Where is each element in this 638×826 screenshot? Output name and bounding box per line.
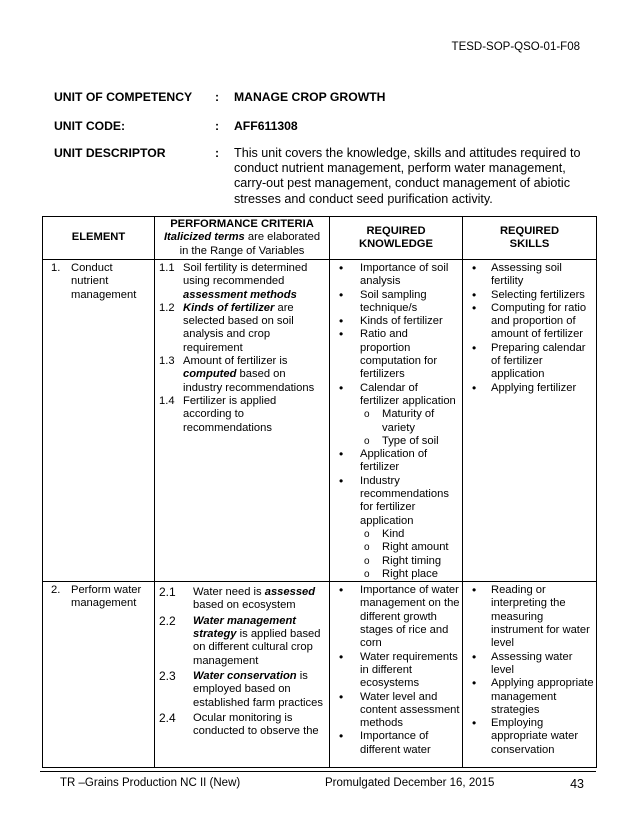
knowledge-header [330,217,463,260]
page-number: 43 [570,777,584,791]
knowledge-item: • Soil sampling technique/s [330,289,460,316]
pc-header-note-2: in the Range of Variables [179,244,305,257]
knowledge-subitem: o Right place [330,568,460,581]
criteria-number: 1.2 [159,301,175,314]
element-header-text: ELEMENT [71,231,126,244]
criteria-term: assessment methods [183,288,297,301]
criteria-term: Water management strategy [193,614,296,641]
knowledge-subitem: o Right timing [330,555,460,568]
knowledge-header-2: KNOWLEDGE [359,238,433,250]
unit-code-value: AFF611308 [234,119,298,133]
knowledge-item: • Water requirements in different ecosystems [330,651,460,691]
skill-item: • Preparing calendar of fertilizer application [463,342,594,382]
criteria-item [159,262,325,302]
skills-header [463,217,597,260]
descriptor-line: conduct nutrient management, perform water management, [234,161,566,176]
criteria-item [159,355,325,395]
criteria-text: Ocular monitoring is conducted to observe the [193,711,319,738]
knowledge-subitem: o Kind [330,528,460,541]
descriptor-line: carry-out pest management, conduct management of abiotic [234,176,571,191]
criteria-term: Kinds of fertilizer [183,301,275,314]
criteria-text: is applied based on different cultural crop management [193,628,321,667]
knowledge-item: • Kinds of fertilizer [330,315,460,328]
colon: : [215,90,220,104]
knowledge-header-1: REQUIRED [366,224,426,237]
knowledge-subitem: o Right amount [330,541,460,554]
skills-header-2: SKILLS [509,238,550,250]
knowledge-item: • Importance of water management on the different growth stages of rice and corn [330,584,460,650]
element-name-line: Conduct [71,262,113,274]
criteria-text: Soil fertility is determined using recommended [183,262,308,288]
criteria-number: 2.1 [159,585,176,600]
criteria-item [159,712,325,739]
footer-center: Promulgated December 16, 2015 [325,777,495,789]
unit-descriptor-text [234,146,594,207]
criteria-term: assessed [264,586,316,599]
knowledge-item: • Calendar of fertilizer application [330,382,460,409]
knowledge-item: • Importance of different water [330,730,460,757]
table-row [43,260,597,582]
colon: : [215,119,220,133]
criteria-number: 2.4 [159,710,176,725]
criteria-text: Fertilizer is applied according to recommendations [183,394,277,434]
element-number: 2. [51,584,61,597]
criteria-text: is employed based on established farm practices [193,669,323,709]
criteria-text: are selected based on soil analysis and crop requirement [183,301,294,354]
knowledge-subitem: o Maturity of variety [330,408,460,435]
pc-header-title: PERFORMANCE CRITERIA [170,218,314,231]
knowledge-cell [330,582,463,768]
performance-criteria-cell [155,582,330,768]
skill-item: • Reading or interpreting the measuring instrument for water level [463,584,594,650]
element-name-line: management [71,288,137,301]
document-code: TESD-SOP-QSO-01-F08 [451,41,580,53]
footer-left: TR –Grains Production NC II (New) [60,777,241,789]
descriptor-line: This unit covers the knowledge, skills and attitudes required to [234,146,581,160]
criteria-text: based on industry recommendations [183,368,315,394]
criteria-number: 2.3 [159,668,176,683]
knowledge-item: • Water level and content assessment methods [330,691,460,731]
knowledge-item: • Ratio and proportion computation for fertilizers [330,328,460,381]
criteria-number: 1.4 [159,394,175,407]
pc-note-rest: are elaborated [244,231,321,244]
skill-item: • Assessing water level [463,651,594,678]
footer-divider [40,771,596,772]
element-name-line: management [71,597,137,610]
skill-item: • Employing appropriate water conservation [463,717,594,757]
criteria-number: 2.2 [159,613,176,628]
element-number: 1. [51,262,61,274]
skill-item: • Applying appropriate management strategies [463,677,594,717]
skill-item: • Selecting fertilizers [463,289,594,302]
performance-criteria-cell [155,260,330,582]
knowledge-cell [330,260,463,582]
criteria-item [159,395,325,435]
criteria-term: Water conservation [193,669,297,682]
skill-item: • Assessing soil fertility [463,262,594,289]
unit-code-label: UNIT CODE: [54,119,126,133]
skill-item: • Computing for ratio and proportion of amount of fertilizer [463,302,594,342]
performance-criteria-header [155,217,330,260]
criteria-term: computed [183,368,237,381]
pc-header-note [155,231,329,244]
element-cell [43,582,155,768]
skills-cell [463,260,597,582]
element-cell [43,260,155,582]
skills-header-1: REQUIRED [499,224,560,237]
knowledge-item: • Application of fertilizer [330,448,460,475]
knowledge-item: • Industry recommendations for fertilizer application [330,475,460,528]
pc-note-italic: Italicized terms [163,231,245,244]
unit-descriptor-label: UNIT DESCRIPTOR [54,146,166,160]
criteria-text: Water need is [193,586,265,599]
criteria-item [159,615,325,668]
skill-item: • Applying fertilizer [463,382,594,395]
descriptor-line: stresses and conduct seed purification activity. [234,191,493,206]
skills-cell [463,582,597,768]
criteria-item [159,302,325,355]
unit-competency-value: MANAGE CROP GROWTH [234,90,386,104]
criteria-item [159,670,325,710]
table-row [43,582,597,768]
knowledge-item: • Importance of soil analysis [330,262,460,289]
element-name-line: nutrient [71,275,109,288]
competency-table [42,216,597,768]
criteria-item [159,586,325,613]
knowledge-subitem: o Type of soil [330,435,460,448]
element-header [43,217,155,260]
criteria-number: 1.1 [159,262,175,274]
criteria-text: based on ecosystem [193,599,296,612]
unit-competency-label: UNIT OF COMPETENCY [54,90,193,104]
criteria-text: Amount of fertilizer is [183,355,288,368]
element-name-line: Perform water [71,584,142,597]
criteria-number: 1.3 [159,355,175,368]
table-header-row [43,217,597,260]
colon: : [215,146,220,160]
